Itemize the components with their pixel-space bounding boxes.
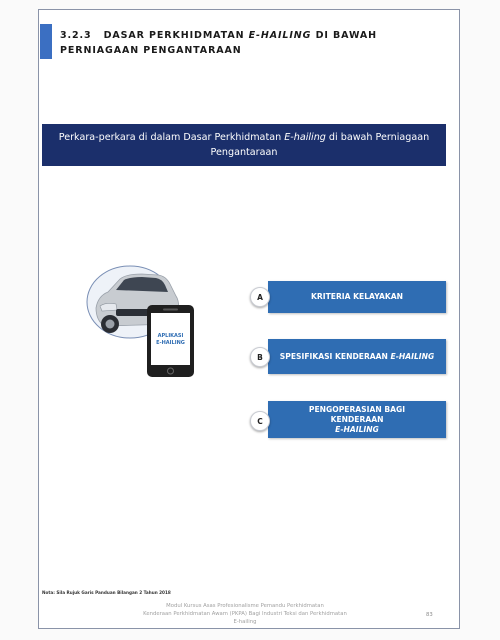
footer-line2: Kenderaan Perkhidmatan Awam (PKPA) Bagi Industri Teksi dan Perkhidmatan (143, 611, 347, 617)
section-title-part1: DASAR PERKHIDMATAN (103, 30, 249, 41)
option-b-label-part1: SPESIFIKASI KENDERAAN (279, 351, 391, 361)
phone-icon (147, 305, 194, 377)
section-accent-bar (40, 24, 52, 59)
phone-label-line1: APLIKASI (157, 333, 184, 339)
footer-line3: E-hailing (233, 619, 257, 625)
option-c-label-line2: KENDERAAN (330, 414, 384, 424)
section-title-italic: E-HAILING (248, 30, 312, 41)
option-b-badge: B (250, 347, 270, 367)
banner-text-part1: Perkara-perkara di dalam Dasar Perkhidmatan (58, 132, 285, 143)
section-heading (60, 28, 445, 58)
section-title-part2: DI BAWAH PERNIAGAAN PENGANTARAAN (60, 30, 378, 56)
footer-line1: Modul Kursus Asas Profesionalisme Pemandu Perkhidmatan (166, 603, 324, 609)
option-c-box (268, 401, 446, 438)
option-b-label-italic: E-HAILING (390, 351, 435, 361)
option-b-box (268, 339, 446, 374)
phone-label-line2: E-HAILING (156, 340, 185, 346)
option-a-box (268, 281, 446, 313)
option-a-label: KRITERIA KELAYAKAN (311, 292, 403, 301)
option-a-badge: A (250, 287, 270, 307)
guideline-note: Nota: Sila Rujuk Garis Panduan Bilangan 2 Tahun 2018 (42, 590, 171, 595)
section-number: 3.2.3 (60, 30, 92, 41)
option-c-label-line1: PENGOPERASIAN BAGI (308, 404, 406, 414)
page-footer (100, 602, 390, 626)
banner-text-part2: di bawah Perniagaan Pengantaraan (210, 132, 430, 158)
banner-text (58, 130, 430, 160)
topic-banner (42, 124, 446, 166)
car-phone-illustration (86, 262, 200, 378)
option-c-label-italic: E-HAILING (335, 424, 379, 434)
banner-text-italic: E-hailing (284, 132, 326, 143)
option-c-label-line3 (335, 425, 379, 435)
page-number: 83 (426, 612, 433, 618)
option-c-badge: C (250, 411, 270, 431)
option-b-label (280, 352, 434, 362)
